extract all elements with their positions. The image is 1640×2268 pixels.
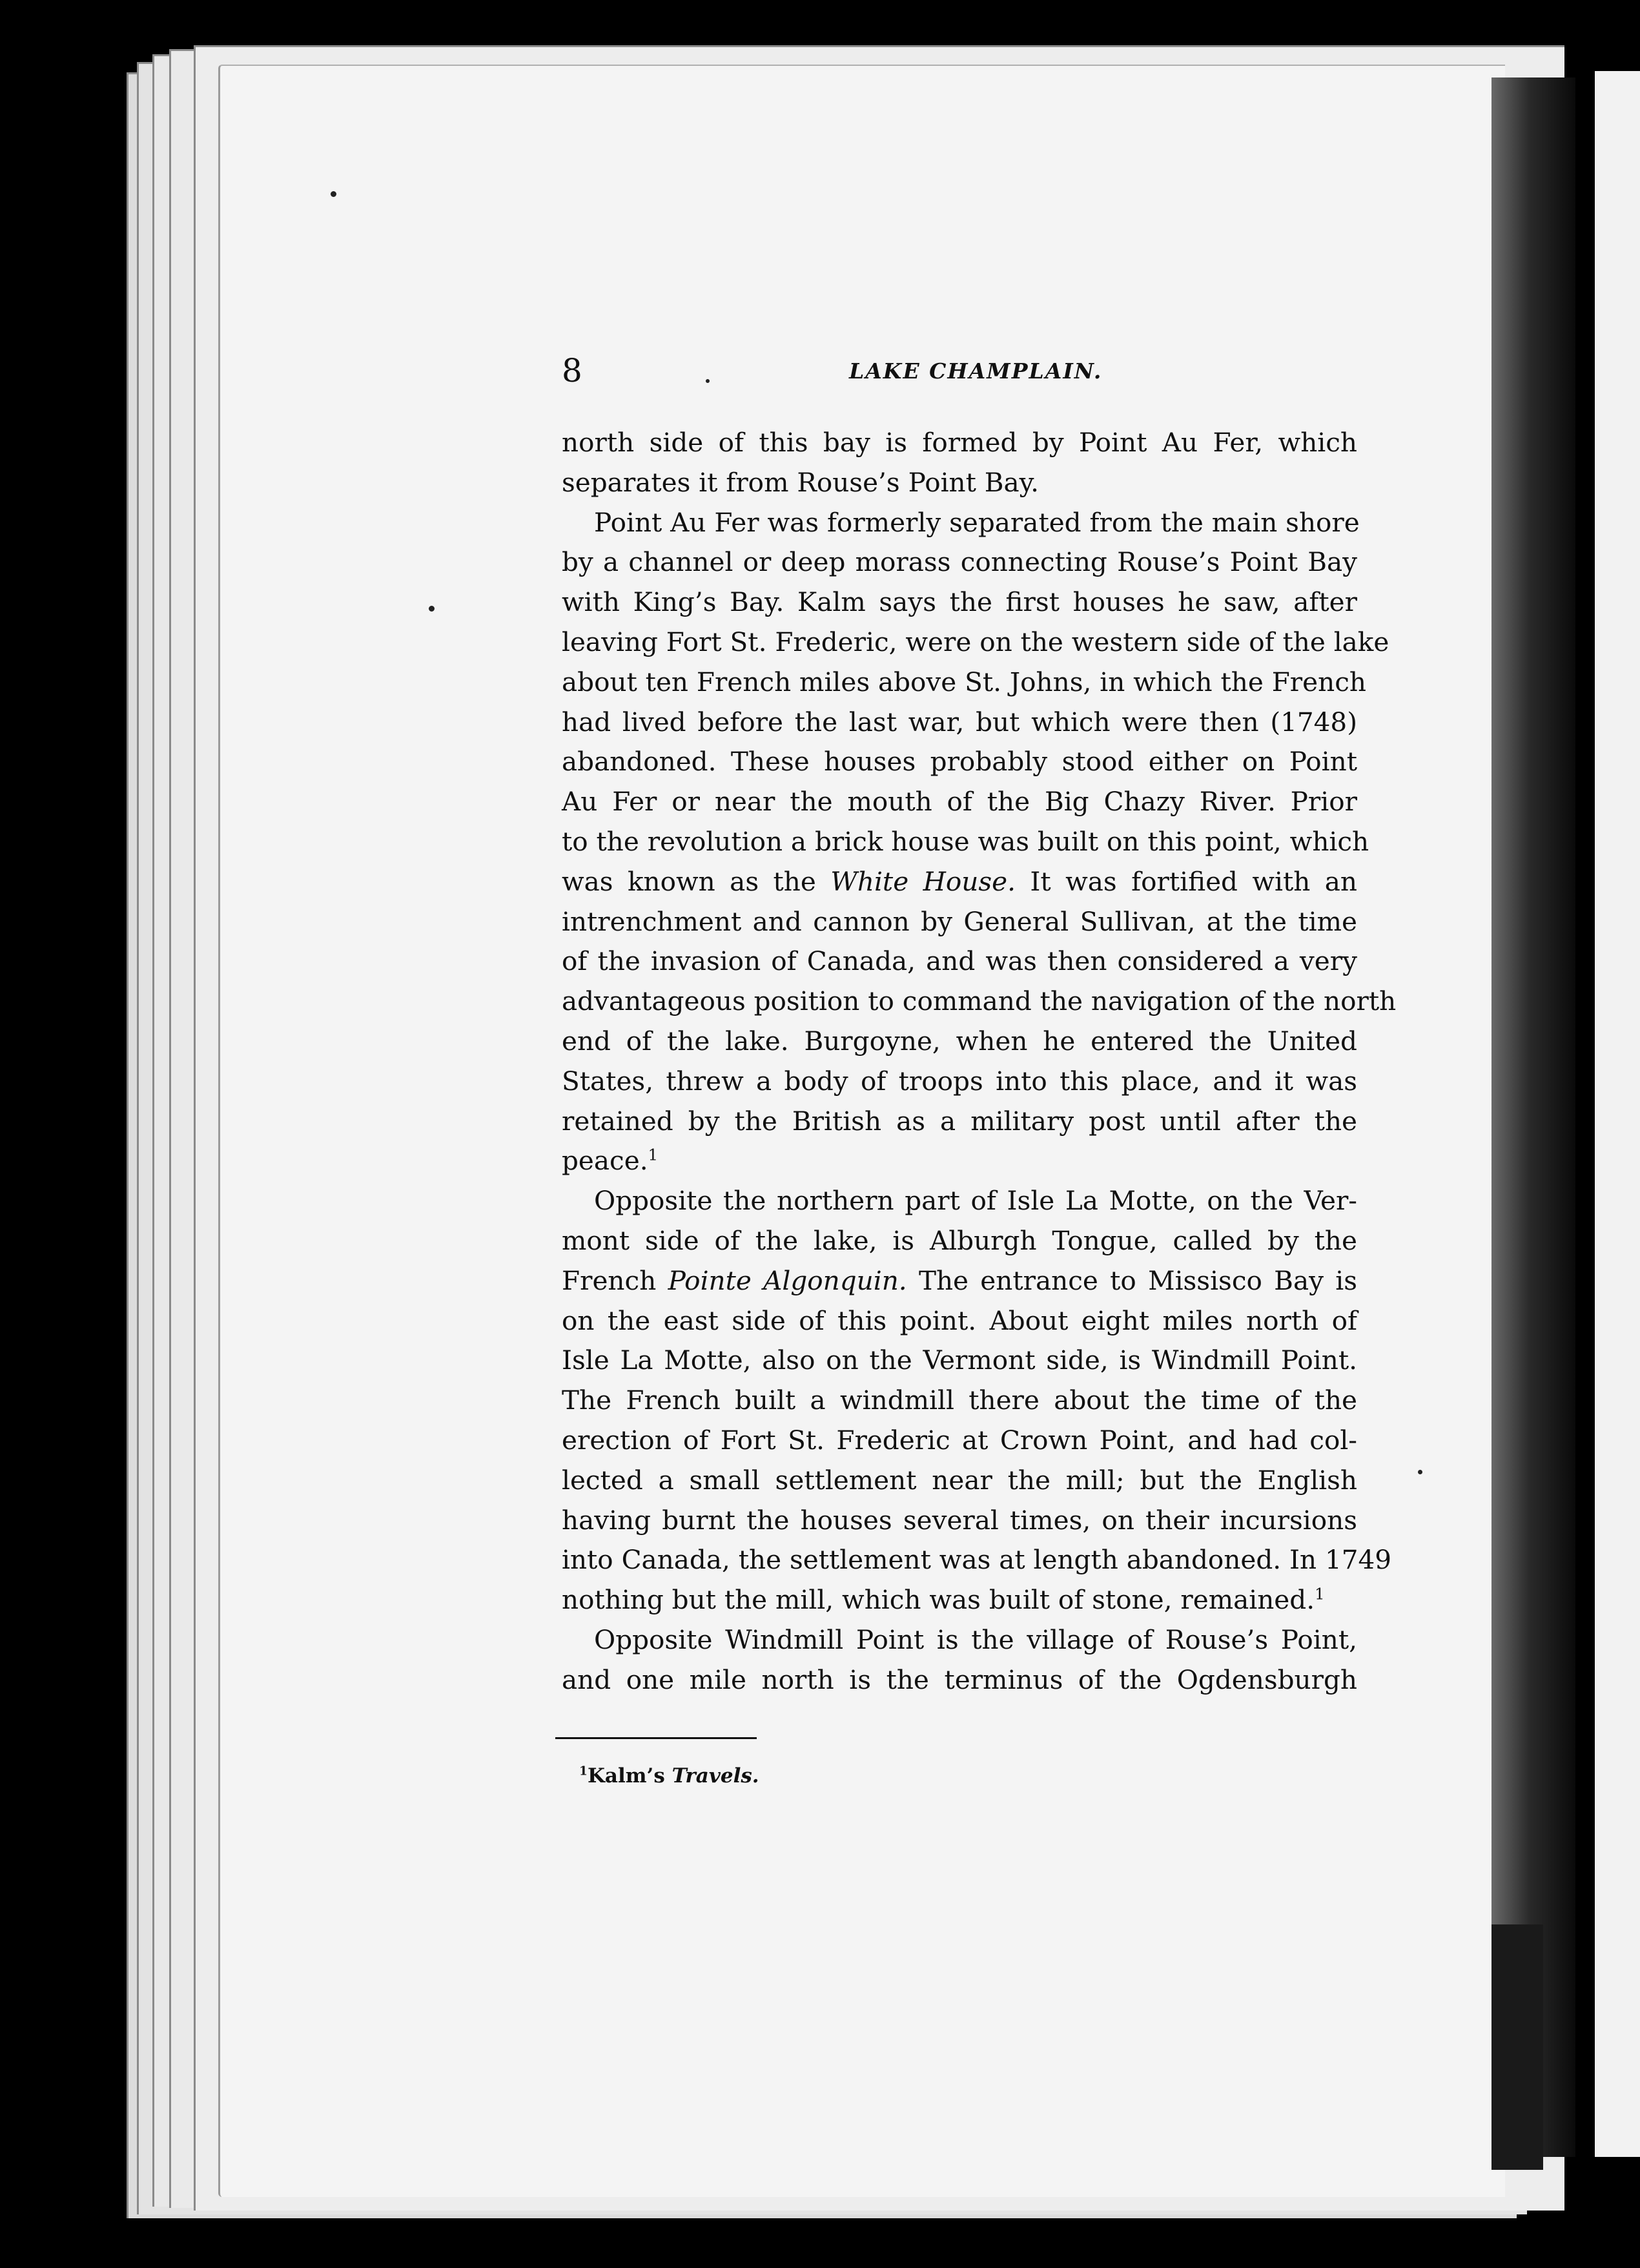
paper-speck <box>429 606 435 612</box>
text-line <box>562 1141 1357 1181</box>
text-segment: nothing but the mill, which was built of stone, remained. <box>562 1584 1315 1616</box>
text-segment: It was fortified with an <box>1030 865 1358 897</box>
text-line: intrenchment and cannon by General Sullivan, at the time <box>562 905 1357 937</box>
footnote <box>579 1764 759 1788</box>
text-line: abandoned. These houses probably stood either on Point <box>562 746 1357 778</box>
text-line: The French built a windmill there about the time of the <box>562 1385 1357 1416</box>
page-gutter-shadow-lower <box>1491 1924 1543 2170</box>
text-line: of the invasion of Canada, and was then considered a very <box>562 945 1357 977</box>
paper-speck <box>331 191 336 197</box>
text-line: advantageous position to command the navigation of the north <box>562 985 1397 1017</box>
text-line: lected a small settlement near the mill; but the English <box>562 1464 1357 1496</box>
text-segment: was known as the <box>562 865 816 897</box>
footnote-number: 1 <box>579 1764 588 1778</box>
text-line: separates it from Rouse’s Point Bay. <box>562 466 1040 498</box>
running-head: LAKE CHAMPLAIN. <box>849 358 1103 384</box>
footnote-text: Kalm’s <box>587 1764 672 1788</box>
text-segment: French <box>562 1264 657 1296</box>
text-line: with King’s Bay. Kalm says the first houses he saw, after <box>562 586 1357 618</box>
text-line: and one mile north is the terminus of the Ogdensburgh <box>562 1664 1357 1695</box>
text-line: about ten French miles above St. Johns, in which the French <box>562 666 1366 697</box>
text-line: States, threw a body of troops into this place, and it was <box>562 1065 1357 1097</box>
text-line: retained by the British as a military post until after the <box>562 1105 1357 1137</box>
footnote-rule <box>555 1737 757 1739</box>
text-line: Opposite Windmill Point is the village of Rouse’s Point, <box>594 1624 1357 1655</box>
text-line: having burnt the houses several times, on their incursions <box>562 1504 1357 1536</box>
text-line: Opposite the northern part of Isle La Motte, on the Ver- <box>594 1185 1357 1217</box>
text-line: erection of Fort St. Frederic at Crown Point, and had col- <box>562 1424 1357 1456</box>
text-line: had lived before the last war, but which were then (1748) <box>562 706 1357 737</box>
page-number: 8 <box>562 352 582 389</box>
footnote-marker: 1 <box>1315 1584 1325 1603</box>
text-line: to the revolution a brick house was built on this point, which <box>562 825 1369 857</box>
text-segment: The entrance to Missisco Bay is <box>918 1264 1357 1296</box>
facing-page-edge <box>1595 71 1640 2157</box>
text-line <box>562 862 1357 902</box>
footnote-title: Travels. <box>671 1764 759 1788</box>
italic-white-house: White House. <box>830 865 1016 897</box>
text-line: end of the lake. Burgoyne, when he entered the United <box>562 1025 1357 1057</box>
italic-pointe-algonquin: Pointe Algonquin. <box>668 1264 907 1296</box>
text-line <box>562 1580 1357 1620</box>
footnote-marker: 1 <box>648 1145 659 1164</box>
text-line <box>562 1261 1357 1301</box>
body-text <box>562 423 1397 1700</box>
text-line: by a channel or deep morass connecting Rouse’s Point Bay <box>562 546 1357 578</box>
text-line: mont side of the lake, is Alburgh Tongue, called by the <box>562 1224 1357 1256</box>
page-header <box>562 352 1356 391</box>
text-line: Au Fer or near the mouth of the Big Chazy River. Prior <box>562 786 1357 818</box>
text-line: on the east side of this point. About eight miles north of <box>562 1304 1357 1336</box>
text-segment: peace. <box>562 1145 648 1177</box>
text-line: into Canada, the settlement was at length abandoned. In 1749 <box>562 1544 1392 1576</box>
paper-speck <box>1418 1470 1422 1474</box>
text-line: Point Au Fer was formerly separated from the main shore <box>594 506 1360 538</box>
text-line: north side of this bay is formed by Point Au Fer, which <box>562 427 1357 458</box>
page-gutter-shadow <box>1491 77 1575 2157</box>
text-line: Isle La Motte, also on the Vermont side, is Windmill Point. <box>562 1345 1357 1376</box>
text-line: leaving Fort St. Frederic, were on the western side of the lake <box>562 626 1389 657</box>
